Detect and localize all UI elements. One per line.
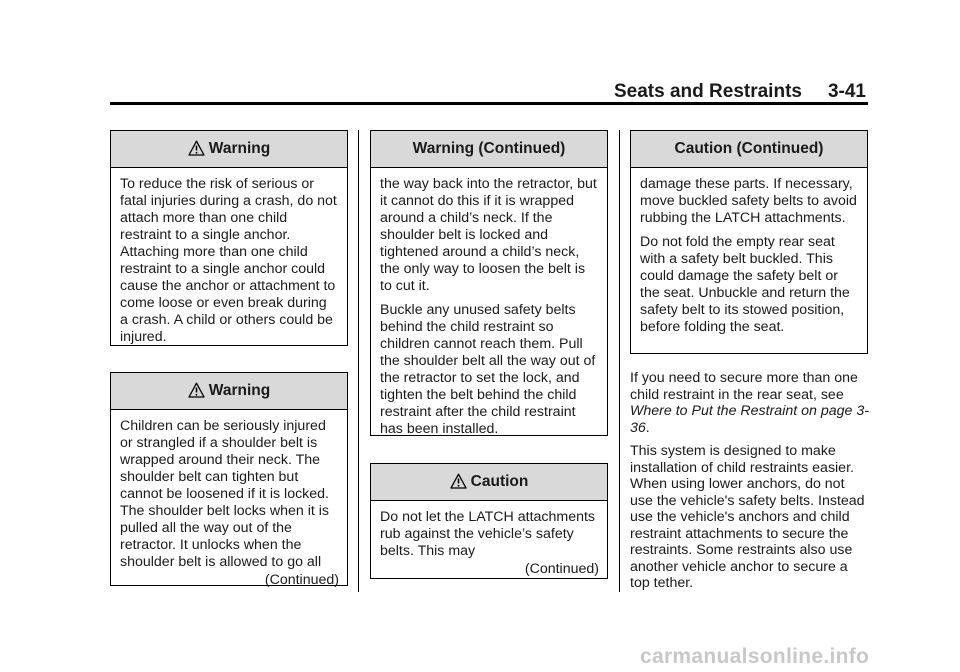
caution-continued-box [630, 130, 868, 354]
section-title: Seats and Restraints [614, 81, 802, 102]
warning-paragraph: the way back into the retractor, but it cannot do this if it is wrapped around a child’s neck. If the shoulder belt is locked and tightened around a child’s neck, the only way to loosen the belt is to cut it. [380, 176, 597, 294]
header-rule [110, 102, 868, 105]
caution-icon [450, 473, 467, 489]
caution-box [370, 463, 608, 579]
body-text [630, 370, 870, 599]
caution-continued-title: Caution (Continued) [631, 131, 867, 168]
warning-text: Children can be seriously injured or strangled if a shoulder belt is wrapped around their neck. The shoulder belt can tighten but cannot be loosened if it is locked. The shoulder belt locks when it is pulled all the way out of the retractor. It unlocks when the shoulder belt is allowed to go all [120, 418, 330, 570]
caution-title: Caution [470, 473, 529, 490]
caution-paragraph: Do not fold the empty rear seat with a safety belt buckled. This could damage the safety belt or the seat. Unbuckle and return the safety belt to its stowed position, before folding the seat. [640, 234, 850, 335]
warning-box [110, 130, 348, 346]
continued-label: (Continued) [264, 572, 339, 588]
body-paragraph: This system is designed to make installation of child restraints easier. When using lower anchors, do not use the vehicle's safety belts. Instead use the vehicle's anchors and child restraint attachments to secure the restraints. Some restraints also use another vehicle anchor to secure a top tether. [630, 443, 865, 591]
warning-text: To reduce the risk of serious or fatal injuries during a crash, do not attach more than one child restraint to a single anchor. Attaching more than one child restraint to a single anchor could cause the anchor or attachment to come loose or even break during a crash. A child or others could be injured. [120, 176, 337, 345]
warning-box [110, 372, 348, 586]
warning-title: Warning [208, 382, 271, 399]
warning-icon [188, 382, 205, 398]
column-divider [358, 130, 359, 592]
watermark: carmanualsonline.info [640, 645, 870, 668]
warning-paragraph: Buckle any unused safety belts behind the child restraint so children cannot reach them. Pull the shoulder belt all the way out of the retractor to set the lock, and tighten the belt behind the child restraint after the child restraint has been installed. [380, 302, 596, 437]
warning-continued-box [370, 130, 608, 436]
caution-text: Do not let the LATCH attachments rub against the vehicle’s safety belts. This may [380, 509, 596, 559]
caution-paragraph: damage these parts. If necessary, move buckled safety belts to avoid rubbing the LATCH attachments. [640, 176, 857, 226]
warning-icon [188, 140, 205, 156]
page-number: 3-41 [827, 81, 866, 102]
warning-title: Warning [208, 140, 271, 157]
cross-reference-link[interactable]: Where to Put the Restraint on page 3-36 [630, 403, 869, 436]
warning-continued-title: Warning (Continued) [371, 131, 607, 168]
body-paragraph: If you need to secure more than one child restraint in the rear seat, see Where to Put the Restraint on page 3-36. [630, 370, 869, 436]
page-header [110, 80, 866, 104]
continued-label: (Continued) [524, 561, 599, 577]
column-divider [619, 130, 620, 592]
